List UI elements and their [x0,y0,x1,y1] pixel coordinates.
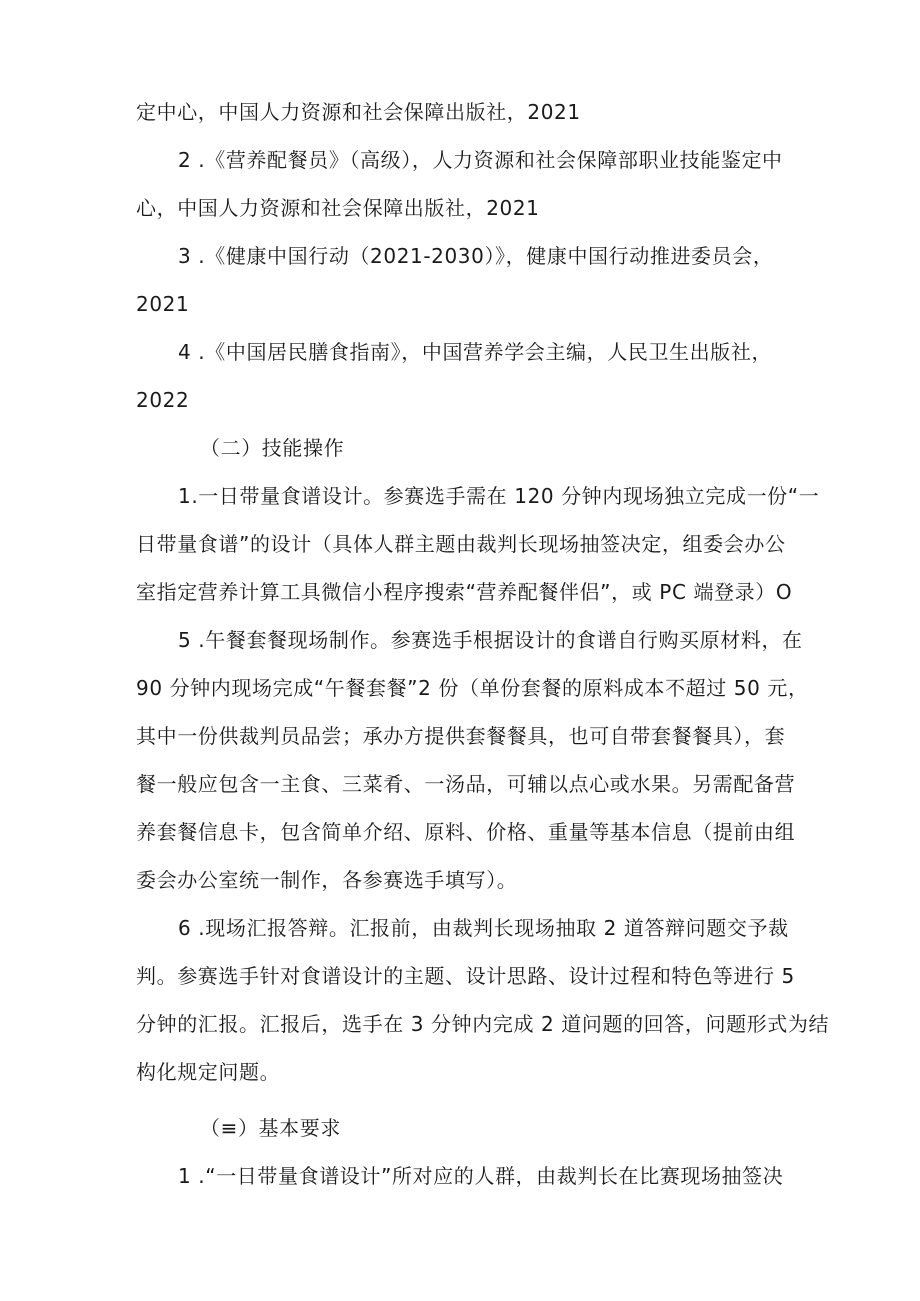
text-line: 养套餐信息卡，包含简单介绍、原料、价格、重量等基本信息（提前由组 [136,820,796,844]
text-line: 定中心，中国人力资源和社会保障出版社，2021 [136,100,581,124]
text-line: 构化规定问题。 [136,1060,281,1084]
section-heading-requirements: （≡）基本要求 [200,1116,341,1140]
text-line: 分钟的汇报。汇报后，选手在 3 分钟内完成 2 道问题的回答，问题形式为结 [136,1012,830,1036]
skill-item-5: 5 .午餐套餐现场制作。参赛选手根据设计的食谱自行购买原材料，在 [178,628,803,652]
text-line: 2021 [136,292,190,316]
text-line: 90 分钟内现场完成“午餐套餐”2 份（单份套餐的原料成本不超过 50 元， [136,676,809,700]
section-heading-skills: （二）技能操作 [200,436,345,460]
text-line: 心，中国人力资源和社会保障出版社，2021 [136,196,540,220]
skill-item-1: 1.一日带量食谱设计。参赛选手需在 120 分钟内现场独立完成一份“一 [178,484,820,508]
skill-item-6: 6 .现场汇报答辩。汇报前，由裁判长现场抽取 2 道答辩问题交予裁 [178,916,789,940]
text-line: 2022 [136,388,190,412]
text-line: 判。参赛选手针对食谱设计的主题、设计思路、设计过程和特色等进行 5 [136,964,795,988]
requirement-item-1: 1 .“一日带量食谱设计”所对应的人群，由裁判长在比赛现场抽签决 [178,1164,784,1188]
reference-item-4: 4 .《中国居民膳食指南》，中国营养学会主编，人民卫生出版社， [178,340,773,364]
text-line: 餐一般应包含一主食、三菜肴、一汤品，可辅以点心或水果。另需配备营 [136,772,796,796]
text-line: 委会办公室统一制作，各参赛选手填写）。 [136,868,518,892]
text-line: 其中一份供裁判员品尝；承办方提供套餐餐具，也可自带套餐餐具），套 [136,724,786,748]
reference-item-2: 2 .《营养配餐员》（高级），人力资源和社会保障部职业技能鉴定中 [178,148,783,172]
text-line: 日带量食谱”的设计（具体人群主题由裁判长现场抽签决定，组委会办公 [136,532,786,556]
text-line: 室指定营养计算工具微信小程序搜索“营养配餐伴侣”，或 PC 端登录）O [136,580,793,604]
reference-item-3: 3 .《健康中国行动（2021-2030）》，健康中国行动推进委员会， [178,244,774,268]
